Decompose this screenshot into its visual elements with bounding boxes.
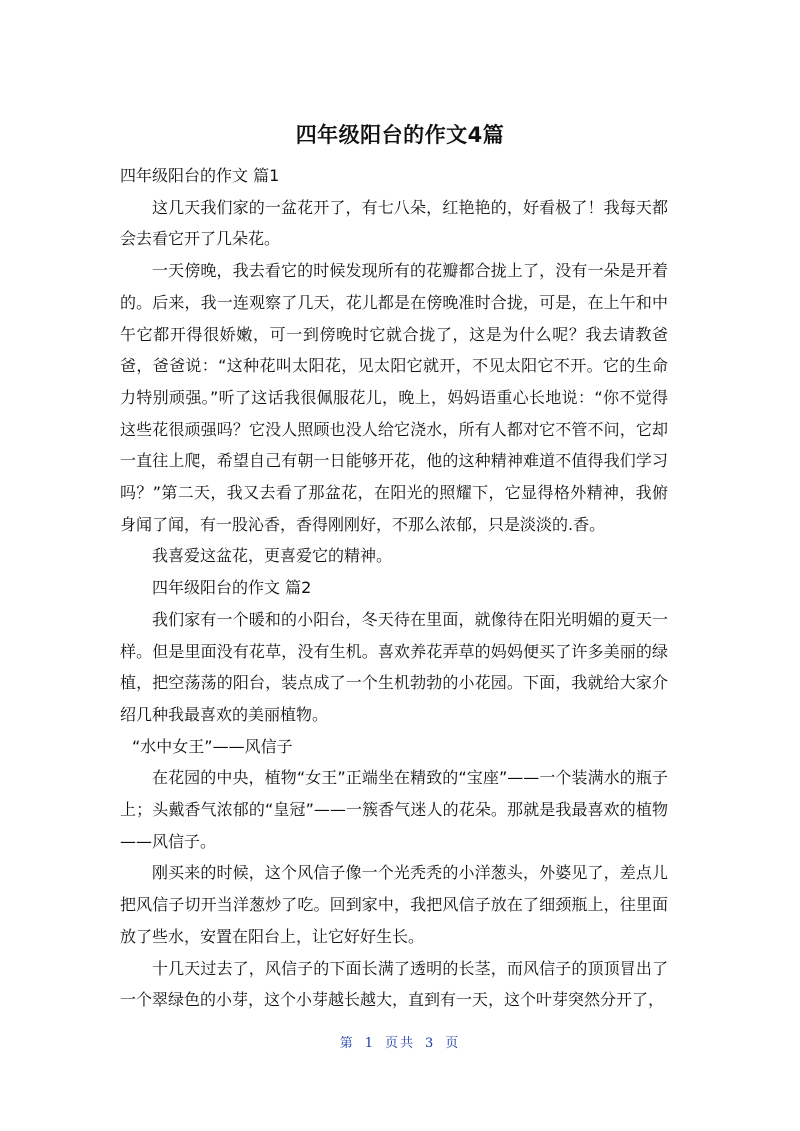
page-footer	[0, 1032, 800, 1051]
paragraph: 刚买来的时候，这个风信子像一个光秃秃的小洋葱头，外婆见了，差点儿把风信子切开当洋葱炒了吃。回到家中，我把风信子放在了细颈瓶上，往里面放了些水，安置在阳台上，让它好好生长。	[120, 863, 668, 946]
section-heading-1: 四年级阳台的作文 篇1	[120, 166, 280, 185]
paragraph: 我们家有一个暖和的小阳台，冬天待在里面，就像待在阳光明媚的夏天一样。但是里面没有花草，没有生机。喜欢养花弄草的妈妈便买了许多美丽的绿植，把空荡荡的阳台，装点成了一个生机勃勃的小花园。下面，我就给大家介绍几种我最喜欢的美丽植物。	[120, 609, 668, 724]
footer-middle: 页共	[384, 1036, 415, 1051]
paragraph: 一天傍晚，我去看它的时候发现所有的花瓣都合拢上了，没有一朵是开着的。后来，我一连观察了几天，花儿都是在傍晚准时合拢，可是，在上午和中午它都开得很娇嫩，可一到傍晚时它就合拢了，这是为什么呢？我去请教爸爸，爸爸说：“这种花叫太阳花，见太阳它就开，不见太阳它不开。它的生命力特别顽强。”听了这话我很佩服花儿，晚上，妈妈语重心长地说：“你不觉得这些花很顽强吗？它没人照顾也没人给它浇水，所有人都对它不管不问，它却一直往上爬，希望自己有朝一日能够开花，他的这种精神难道不值得我们学习吗？”第二天，我又去看了那盆花，在阳光的照耀下，它显得格外精神，我俯身闻了闻，有一股沁香，香得刚刚好，不那么浓郁，只是淡淡的.香。	[120, 261, 668, 534]
current-page-number: 1	[364, 1036, 375, 1051]
paragraph: 我喜爱这盆花，更喜爱它的精神。	[152, 546, 393, 566]
document-body	[120, 160, 668, 1016]
paragraph: 在花园的中央，植物“女王”正端坐在精致的“宝座”——一个装满水的瓶子上；头戴香气浓郁的“皇冠”——一簇香气迷人的花朵。那就是我最喜欢的植物——风信子。	[120, 768, 668, 851]
total-page-number: 3	[425, 1036, 436, 1051]
footer-prefix: 第	[339, 1036, 355, 1051]
document-title: 四年级阳台的作文4篇	[295, 123, 505, 147]
section-heading-2: 四年级阳台的作文 篇2	[152, 578, 312, 598]
paragraph: 这几天我们家的一盆花开了，有七八朵，红艳艳的，好看极了！我每天都会去看它开了几朵花。	[120, 197, 668, 249]
paragraph: 十几天过去了，风信子的下面长满了透明的长茎，而风信子的顶顶冒出了一个翠绿色的小芽，这个小芽越长越大，直到有一天，这个叶芽突然分开了，	[120, 958, 668, 1010]
subsection-title: “水中女王”——风信子	[132, 736, 293, 756]
footer-suffix: 页	[445, 1036, 461, 1051]
